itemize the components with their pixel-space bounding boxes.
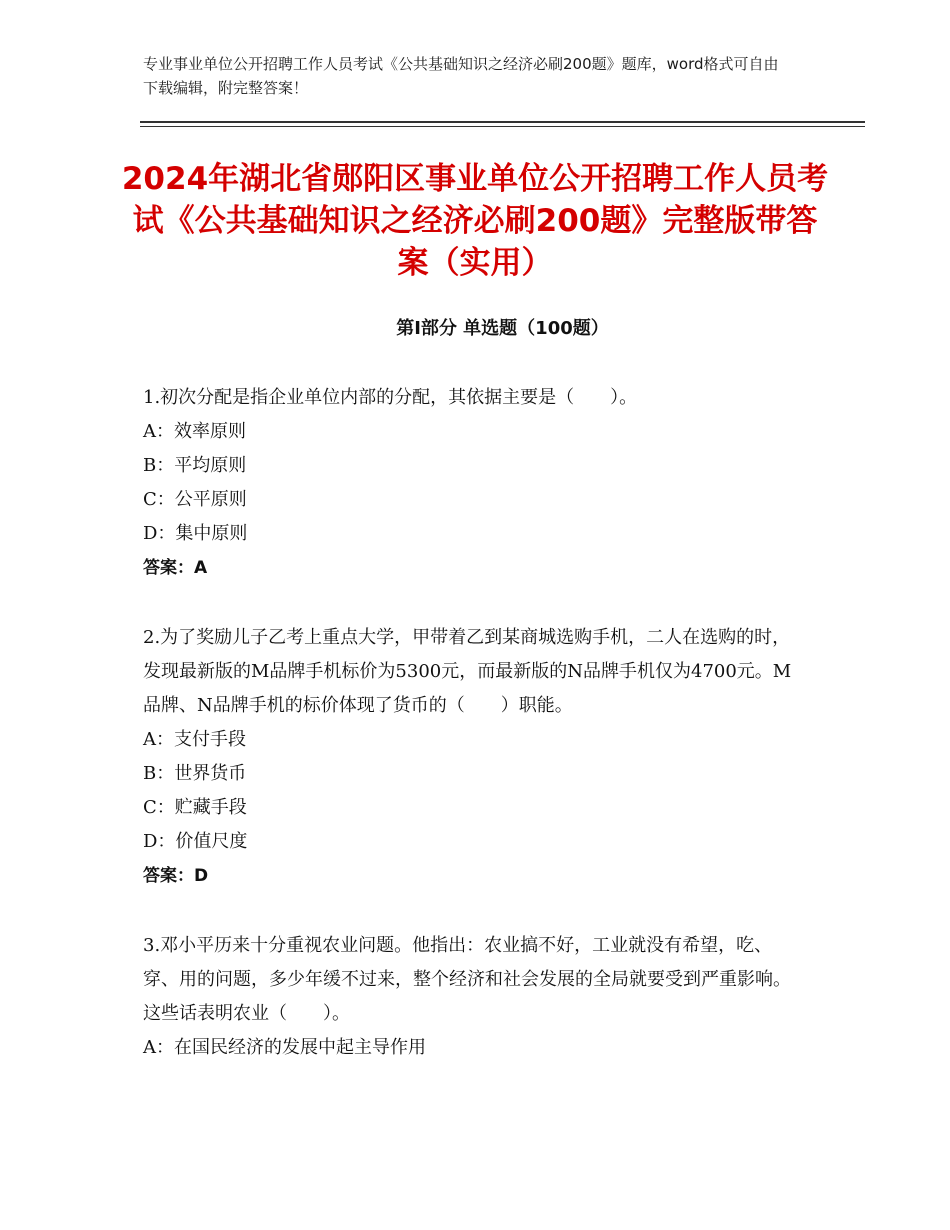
question-list xyxy=(143,381,808,1101)
question-1 xyxy=(143,381,808,585)
answer-line: 答案：D xyxy=(143,866,209,886)
document-title: 2024年湖北省郧阳区事业单位公开招聘工作人员考试《公共基础知识之经济必刷200题》完整版带答案（实用） xyxy=(121,161,829,281)
header-rule-thin xyxy=(140,126,865,127)
option-a: A：支付手段 xyxy=(143,729,246,750)
option-c: C：公平原则 xyxy=(143,489,247,510)
answer-line: 答案：A xyxy=(143,558,208,578)
section-title: 第I部分 单选题（100题） xyxy=(396,318,609,339)
header-note: 专业事业单位公开招聘工作人员考试《公共基础知识之经济必刷200题》题库，word格式可自由下载编辑，附完整答案！ xyxy=(143,55,779,97)
option-d: D：价值尺度 xyxy=(143,831,248,852)
option-a: A：效率原则 xyxy=(143,421,246,442)
option-a: A：在国民经济的发展中起主导作用 xyxy=(143,1037,426,1058)
question-2 xyxy=(143,621,808,893)
option-b: B：世界货币 xyxy=(143,763,247,784)
question-stem: 3.邓小平历来十分重视农业问题。他指出：农业搞不好，工业就没有希望，吃、穿、用的问题，多少年缓不过来，整个经济和社会发展的全局就要受到严重影响。这些话表明农业（ ）。 xyxy=(143,935,791,1024)
header-rule-thick xyxy=(140,121,865,123)
option-c: C：贮藏手段 xyxy=(143,797,247,818)
option-b: B：平均原则 xyxy=(143,455,247,476)
question-3 xyxy=(143,929,808,1065)
question-stem: 2.为了奖励儿子乙考上重点大学，甲带着乙到某商城选购手机，二人在选购的时，发现最新版的M品牌手机标价为5300元，而最新版的N品牌手机仅为4700元。M品牌、N品牌手机的标价体现了货币的（ ）职能。 xyxy=(143,627,792,716)
question-stem: 1.初次分配是指企业单位内部的分配，其依据主要是（ ）。 xyxy=(143,387,638,408)
option-d: D：集中原则 xyxy=(143,523,248,544)
